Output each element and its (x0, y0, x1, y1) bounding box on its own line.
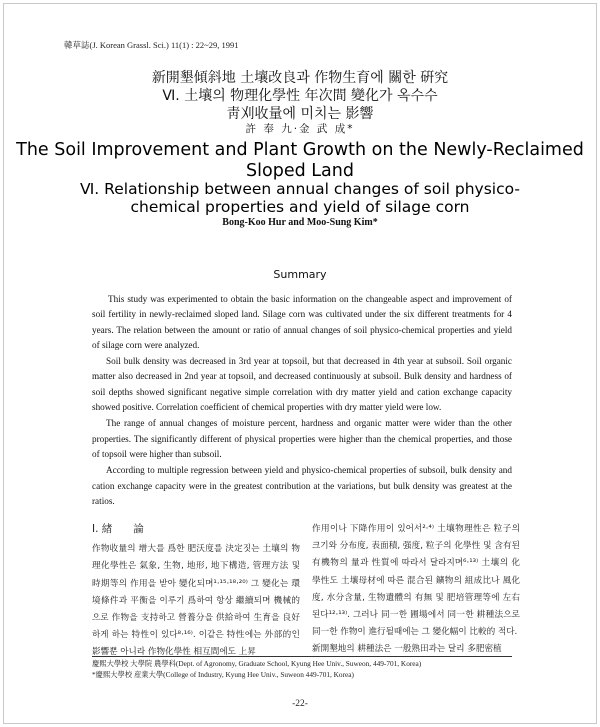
footnote-affiliation-2: *慶熙大學校 産業大學(College of Industry, Kyung Hee Univ., Suweon 449-701, Korea) (92, 670, 354, 679)
english-title-line-2: Sloped Land (246, 161, 354, 181)
english-title-line-3: Ⅵ. Relationship between annual changes of soil physico- (80, 180, 520, 198)
korean-title-line-1: 新開墾傾斜地 土壤改良과 作物生育에 關한 硏究 (151, 70, 449, 86)
intro-text-left: 作物收量의 增大를 爲한 肥沃度를 決定짓는 土壤의 物理化學性은 氣象, 生物, 地形, 地下構造, 管理方法 및 時期等의 作用을 받아 變化되며¹·¹⁵·¹⁸·²⁰⁾ 그 變化는 環境條件과 平衡을 이루기 爲하여 항상 繼續되며 機械的으로 作物을 支持하고 營養分을 供給하여 生育을 良好하게 하는 特性이 있다⁸·¹⁶⁾. 이같은 特性에는 外部的인 影響뿐 아니라 作物化學性 相互間에도 上昇 (92, 544, 300, 658)
page-number: -22- (292, 699, 308, 709)
body-column-right (312, 521, 520, 659)
english-title-line-4: chemical properties and yield of silage corn (130, 198, 470, 216)
summary-body (92, 292, 512, 510)
korean-authors: 許 奉 九·金 武 成* (245, 123, 355, 135)
korean-title-line-3: 靑刈收量에 미치는 影響 (226, 106, 374, 122)
body-column-left (92, 521, 300, 662)
summary-paragraph-1: This study was experimented to obtain the basic information on the changeable aspect and improvement of soil fertility in newly-reclaimed sloped land. Silage corn was cultivated under the six different treatments for 4 years. The relation between the amount or ratio of annual changes of soil physico-chemical properties and yield of silage corn were analyzed. (92, 294, 512, 350)
intro-text-right-continued: 新開墾地의 耕種法은 一般熟田과는 달리 多肥密植 (312, 644, 502, 655)
footnote-divider (92, 656, 512, 657)
section-title-introduction: Ⅰ. 緖 論 (92, 523, 144, 535)
summary-paragraph-4: According to multiple regression between yield and physico-chemical properties of subsoil, bulk density and cation exchange capacity were in the greatest contribution at the variations, but bulk density was greatest at the ratios. (92, 465, 512, 506)
intro-text-right: 作用이나 下降作用이 있어서²·⁴⁾ 土壤物理性은 粒子의 크기와 分布度, 表面積, 强度, 粒子의 化學性 및 含有된 有機物의 量과 性質에 따라서 달라지며⁶·¹³⁾ 土壤의 化學性도 土壤母材에 따른 混合된 鑛物의 組成比나 風化度, 水分含量, 生物遺體의 有無 및 肥培管理等에 左右된다¹²·¹³⁾. 그러나 同一한 圃場에서 同一한 耕種法으로 同一한 作物이 進行될때에는 그 變化幅이 比較的 적다. (312, 524, 520, 638)
footnote-affiliation-1: 慶熙大學校 大學院 農學科(Dept. of Agronomy, Graduate School, Kyung Hee Univ., Suweon, 449-701, Korea) (92, 659, 422, 668)
journal-header: 韓草誌(J. Korean Grassl. Sci.) 11(1) : 22~29, 1991 (64, 40, 239, 50)
korean-title-line-2: Ⅵ. 土壤의 物理化學性 年次間 變化가 옥수수 (162, 88, 438, 104)
summary-paragraph-3: The range of annual changes of moisture percent, hardness and organic matter were wider than the other properties. The significantly different of physical properties were higher than the chemical properties, and those of topsoil were higher than subsoil. (92, 418, 512, 459)
summary-heading: Summary (273, 268, 327, 281)
english-title-line-1: The Soil Improvement and Plant Growth on the Newly-Reclaimed (16, 140, 584, 160)
summary-paragraph-2: Soil bulk density was decreased in 3rd year at topsoil, but that decreased in 4th year at subsoil. Soil organic matter also decreased in 2nd year at topsoil, and decreased continuously at subsoil. Bulk density and hardness of soil depths showed significant negative simple correlation with dry matter yield and cation exchange capacity showed positive. Correlation coefficient of chemical properties with dry matter yield were low. (92, 356, 512, 413)
english-authors: Bong-Koo Hur and Moo-Sung Kim* (222, 217, 378, 228)
